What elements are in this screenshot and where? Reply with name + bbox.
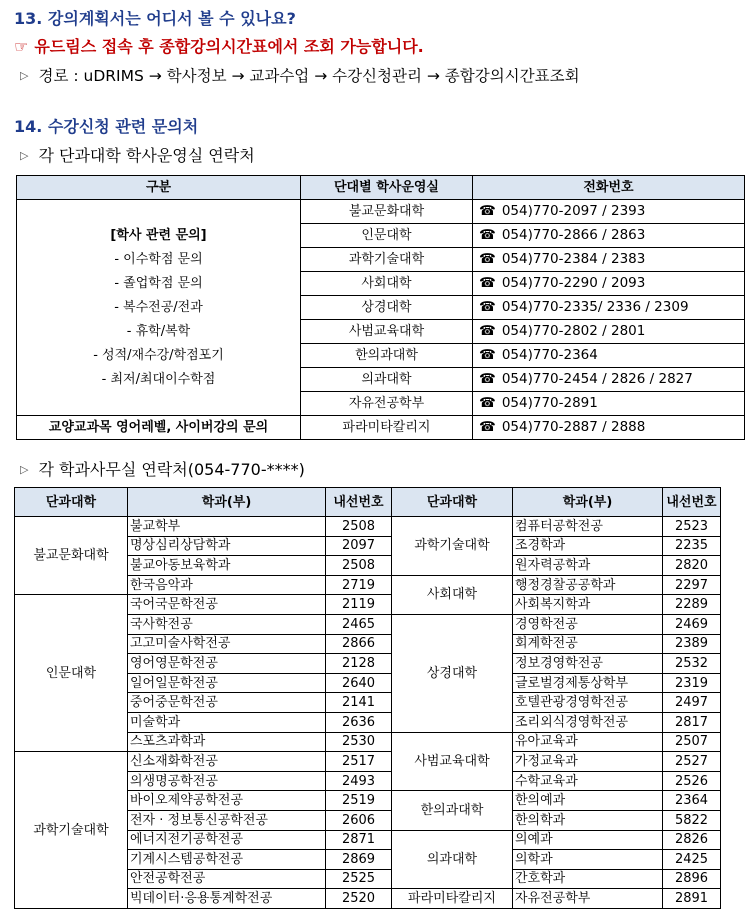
header-college-left: 단과대학 [15, 488, 128, 517]
extension-number: 2636 [326, 712, 392, 732]
department-row [15, 517, 721, 537]
extension-number: 2896 [663, 869, 721, 889]
college-office-name: 사범교육대학 [301, 320, 473, 344]
department-office-table [14, 487, 721, 909]
college-office-name: 인문대학 [301, 224, 473, 248]
department-name: 한의예과 [513, 791, 663, 811]
college-name: 상경대학 [392, 614, 513, 732]
college-office-phone [473, 272, 745, 296]
college-name: 한의과대학 [392, 791, 513, 830]
department-name: 호텔관광경영학전공 [513, 693, 663, 713]
header-phone: 전화번호 [473, 176, 745, 200]
department-name: 사회복지학과 [513, 595, 663, 615]
extension-number: 2297 [663, 575, 721, 595]
department-name: 회계학전공 [513, 634, 663, 654]
triangle-bullet-icon: ▷ [20, 69, 29, 82]
phone-number: 054)770-2887 / 2888 [501, 418, 646, 435]
header-ext-right: 내선번호 [663, 488, 721, 517]
college-office-row [17, 416, 745, 440]
header-office: 단대별 학사운영실 [301, 176, 473, 200]
department-name: 전자 · 정보통신공학전공 [128, 810, 326, 830]
telephone-icon: ☎ [479, 226, 496, 243]
extension-number: 2891 [663, 889, 721, 909]
extension-number: 2389 [663, 634, 721, 654]
extension-number: 2525 [326, 869, 392, 889]
telephone-icon: ☎ [479, 346, 496, 363]
phone-number: 054)770-2891 [501, 394, 598, 411]
department-name: 한의학과 [513, 810, 663, 830]
header-category: 구분 [17, 176, 301, 200]
college-name: 사범교육대학 [392, 732, 513, 791]
phone-number: 054)770-2866 / 2863 [501, 226, 646, 243]
triangle-bullet-icon: ▷ [20, 463, 29, 476]
department-office-subtitle [20, 457, 305, 480]
department-office-subtitle-text: 각 학과사무실 연락처(054-770-****) [38, 460, 305, 479]
extension-number: 2425 [663, 850, 721, 870]
department-name: 원자력공학과 [513, 556, 663, 576]
category-line: - 휴학/복학 [126, 323, 191, 339]
extension-number: 2532 [663, 654, 721, 674]
extension-number: 2871 [326, 830, 392, 850]
department-name: 영어영문학전공 [128, 654, 326, 674]
department-name: 의생명공학전공 [128, 771, 326, 791]
college-office-phone [473, 320, 745, 344]
college-name: 과학기술대학 [392, 517, 513, 576]
category-line: [학사 관련 문의] [110, 227, 207, 243]
college-name: 인문대학 [15, 595, 128, 752]
extension-number: 2319 [663, 673, 721, 693]
college-office-name: 사회대학 [301, 272, 473, 296]
answer-note [14, 34, 424, 57]
header-dept-left: 학과(부) [128, 488, 326, 517]
telephone-icon: ☎ [479, 250, 496, 267]
academic-inquiry-category [17, 200, 301, 416]
department-name: 국사학전공 [128, 614, 326, 634]
extension-number: 2497 [663, 693, 721, 713]
department-name: 자유전공학부 [513, 889, 663, 909]
extension-number: 5822 [663, 810, 721, 830]
department-name: 기계시스템공학전공 [128, 850, 326, 870]
college-office-name: 한의과대학 [301, 344, 473, 368]
extension-number: 2289 [663, 595, 721, 615]
college-office-name: 상경대학 [301, 296, 473, 320]
department-name: 신소재화학전공 [128, 752, 326, 772]
college-office-phone [473, 200, 745, 224]
department-name: 컴퓨터공학전공 [513, 517, 663, 537]
department-name: 에너지전기공학전공 [128, 830, 326, 850]
department-name: 수학교육과 [513, 771, 663, 791]
department-name: 국어국문학전공 [128, 595, 326, 615]
extension-number: 2719 [326, 575, 392, 595]
college-office-name: 파라미타칼리지 [301, 416, 473, 440]
menu-path [20, 64, 580, 86]
extension-number: 2527 [663, 752, 721, 772]
telephone-icon: ☎ [479, 322, 496, 339]
department-name: 고고미술사학전공 [128, 634, 326, 654]
college-office-name: 불교문화대학 [301, 200, 473, 224]
category-line: - 복수전공/전과 [114, 299, 203, 315]
college-office-name: 자유전공학부 [301, 392, 473, 416]
header-college-right: 단과대학 [392, 488, 513, 517]
department-name: 한국음악과 [128, 575, 326, 595]
department-name: 가정교육과 [513, 752, 663, 772]
telephone-icon: ☎ [479, 202, 496, 219]
triangle-bullet-icon: ▷ [20, 149, 29, 162]
college-office-phone [473, 224, 745, 248]
telephone-icon: ☎ [479, 394, 496, 411]
college-office-phone [473, 296, 745, 320]
department-row [15, 595, 721, 615]
college-name: 의과대학 [392, 830, 513, 889]
extension-number: 2097 [326, 536, 392, 556]
extension-number: 2508 [326, 556, 392, 576]
department-name: 조경학과 [513, 536, 663, 556]
menu-path-text: 경로 : uDRIMS → 학사정보 → 교과수업 → 수강신청관리 → 종합강의시간표조회 [38, 67, 580, 85]
category-line: - 이수학점 문의 [114, 251, 203, 267]
telephone-icon: ☎ [479, 370, 496, 387]
department-name: 의학과 [513, 850, 663, 870]
department-name: 중어중문학전공 [128, 693, 326, 713]
pointing-hand-icon: ☞ [14, 37, 29, 56]
extension-number: 2141 [326, 693, 392, 713]
extension-number: 2526 [663, 771, 721, 791]
extension-number: 2128 [326, 654, 392, 674]
phone-number: 054)770-2454 / 2826 / 2827 [501, 370, 693, 387]
department-name: 바이오제약공학전공 [128, 791, 326, 811]
extension-number: 2469 [663, 614, 721, 634]
college-office-phone [473, 344, 745, 368]
extension-number: 2817 [663, 712, 721, 732]
extension-number: 2119 [326, 595, 392, 615]
college-name: 파라미타칼리지 [392, 889, 513, 909]
header-dept-right: 학과(부) [513, 488, 663, 517]
answer-text: 유드림스 접속 후 종합강의시간표에서 조회 가능합니다. [34, 37, 424, 56]
section-14-title: 14. 수강신청 관련 문의처 [14, 117, 199, 136]
extension-number: 2508 [326, 517, 392, 537]
phone-number: 054)770-2384 / 2383 [501, 250, 646, 267]
extension-number: 2606 [326, 810, 392, 830]
college-name: 과학기술대학 [15, 752, 128, 909]
college-office-name: 의과대학 [301, 368, 473, 392]
department-name: 불교아동보육학과 [128, 556, 326, 576]
extension-number: 2523 [663, 517, 721, 537]
phone-number: 054)770-2097 / 2393 [501, 202, 646, 219]
extension-number: 2640 [326, 673, 392, 693]
college-office-phone [473, 368, 745, 392]
extension-number: 2826 [663, 830, 721, 850]
extension-number: 2517 [326, 752, 392, 772]
phone-number: 054)770-2290 / 2093 [501, 274, 646, 291]
phone-number: 054)770-2802 / 2801 [501, 322, 646, 339]
department-name: 빅데이터·응용통계학전공 [128, 889, 326, 909]
extension-number: 2520 [326, 889, 392, 909]
department-name: 명상심리상담학과 [128, 536, 326, 556]
extension-number: 2235 [663, 536, 721, 556]
extension-number: 2493 [326, 771, 392, 791]
extension-number: 2465 [326, 614, 392, 634]
department-name: 조리외식경영학전공 [513, 712, 663, 732]
header-ext-left: 내선번호 [326, 488, 392, 517]
department-name: 의예과 [513, 830, 663, 850]
section-13-title: 13. 강의계획서는 어디서 볼 수 있나요? [14, 9, 296, 28]
phone-number: 054)770-2364 [501, 346, 598, 363]
college-office-phone [473, 392, 745, 416]
telephone-icon: ☎ [479, 274, 496, 291]
extension-number: 2866 [326, 634, 392, 654]
college-office-name: 과학기술대학 [301, 248, 473, 272]
college-office-phone [473, 248, 745, 272]
college-office-row [17, 200, 745, 224]
department-name: 안전공학전공 [128, 869, 326, 889]
extension-number: 2507 [663, 732, 721, 752]
college-name: 불교문화대학 [15, 517, 128, 595]
department-name: 경영학전공 [513, 614, 663, 634]
category-line: - 최저/최대이수학점 [101, 371, 216, 387]
department-name: 글로벌경제통상학부 [513, 673, 663, 693]
extension-number: 2519 [326, 791, 392, 811]
department-row [15, 752, 721, 772]
department-name: 스포츠과학과 [128, 732, 326, 752]
extension-number: 2530 [326, 732, 392, 752]
college-office-phone [473, 416, 745, 440]
college-office-table [16, 175, 745, 440]
department-name: 행정경찰공공학과 [513, 575, 663, 595]
department-name: 미술학과 [128, 712, 326, 732]
college-office-subtitle [20, 143, 255, 166]
liberal-arts-category: 교양교과목 영어레벨, 사이버강의 문의 [17, 416, 301, 440]
telephone-icon: ☎ [479, 418, 496, 435]
department-name: 불교학부 [128, 517, 326, 537]
phone-number: 054)770-2335/ 2336 / 2309 [501, 298, 689, 315]
college-name: 사회대학 [392, 575, 513, 614]
category-line: - 졸업학점 문의 [114, 275, 203, 291]
department-name: 정보경영학전공 [513, 654, 663, 674]
telephone-icon: ☎ [479, 298, 496, 315]
extension-number: 2364 [663, 791, 721, 811]
college-office-subtitle-text: 각 단과대학 학사운영실 연락처 [38, 146, 255, 165]
department-name: 일어일문학전공 [128, 673, 326, 693]
extension-number: 2869 [326, 850, 392, 870]
category-line: - 성적/재수강/학점포기 [93, 347, 224, 363]
extension-number: 2820 [663, 556, 721, 576]
department-name: 간호학과 [513, 869, 663, 889]
department-name: 유아교육과 [513, 732, 663, 752]
